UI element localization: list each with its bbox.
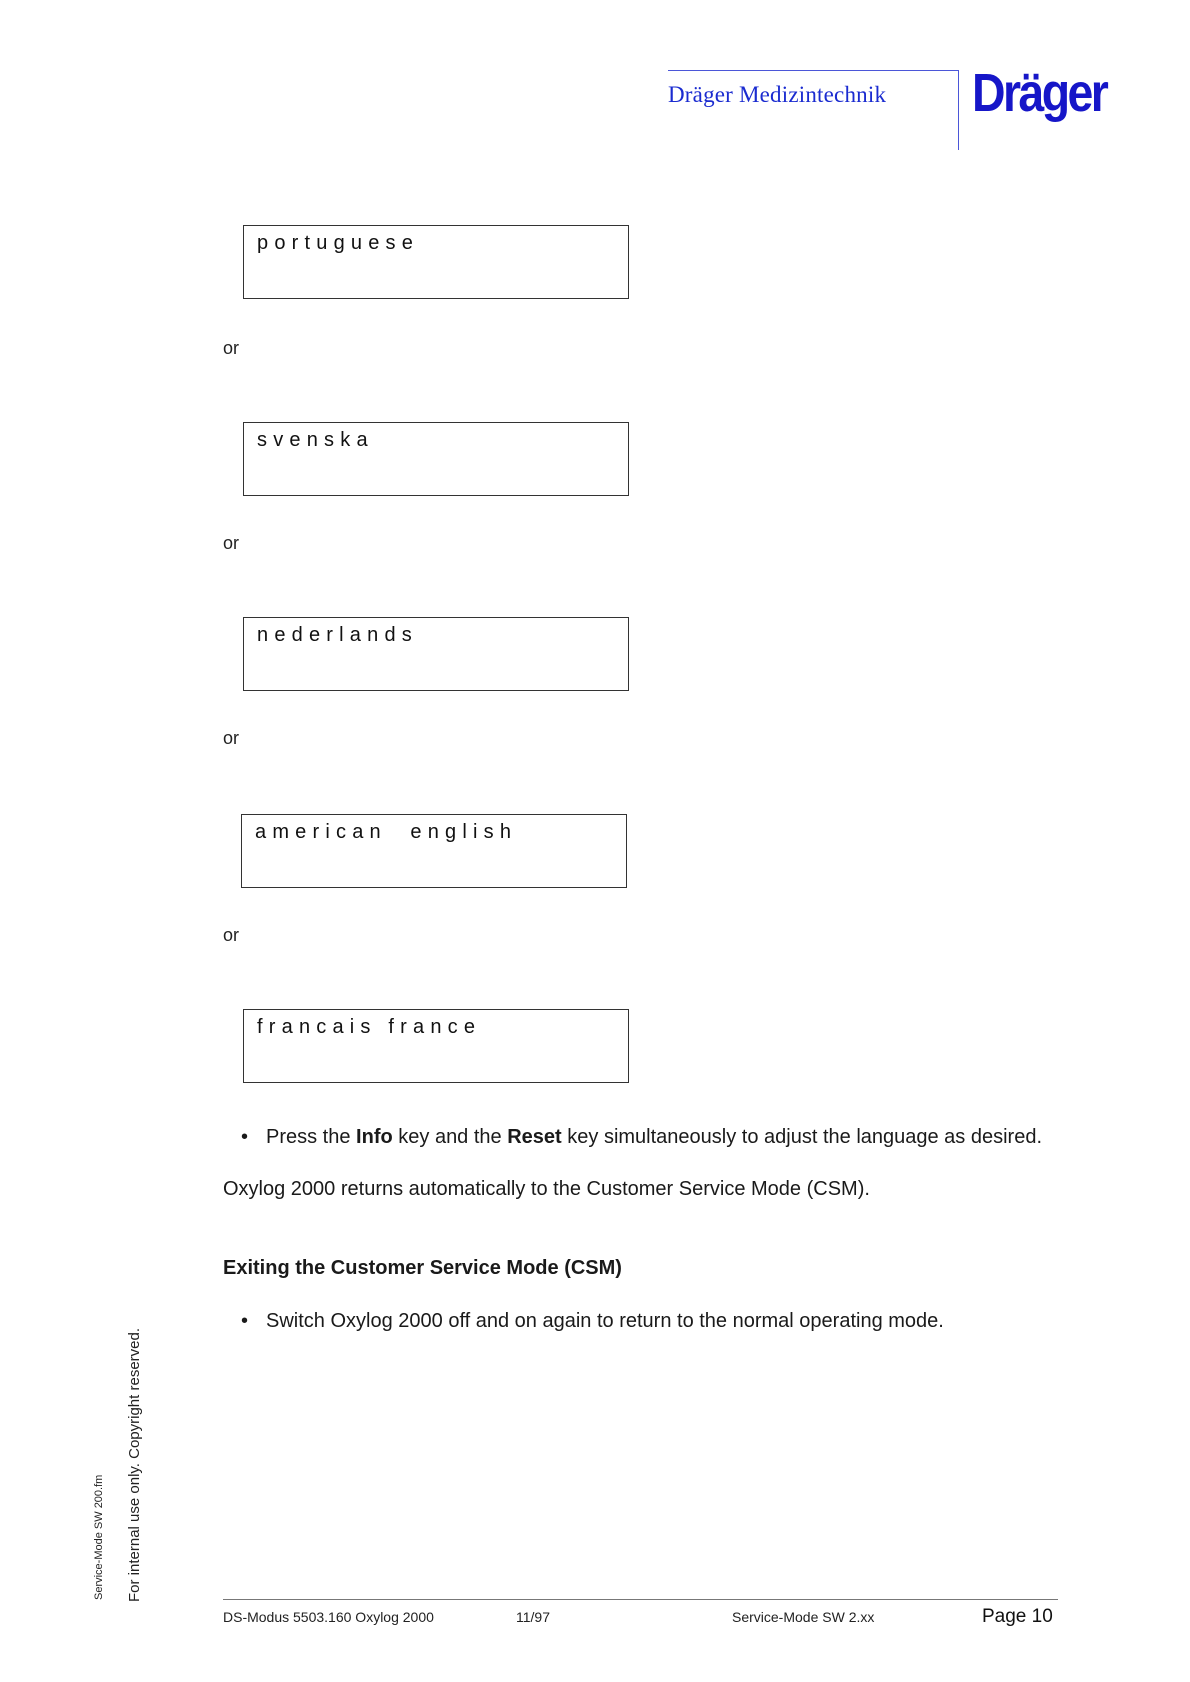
display-american-english [241, 814, 627, 888]
display-text: nederlands [257, 624, 418, 646]
footer-rule [223, 1599, 1058, 1600]
or-label: or [223, 338, 240, 358]
header-divider [958, 70, 959, 150]
file-name-note: Service-Mode SW 200.fm [93, 1474, 105, 1600]
display-text: american english [255, 821, 518, 843]
header-rule [668, 70, 958, 71]
or-label: or [223, 533, 240, 553]
display-nederlands [243, 617, 629, 691]
or-label: or [223, 728, 240, 748]
copyright-note: For internal use only. Copyright reserved. [126, 1327, 143, 1602]
company-name: Dräger Medizintechnik [668, 82, 887, 107]
footer-doc: DS-Modus 5503.160 Oxylog 2000 [223, 1609, 434, 1625]
footer-date: 11/97 [516, 1609, 550, 1625]
drager-logo: Dräger [972, 63, 1107, 123]
display-text: francais france [257, 1016, 482, 1038]
display-svenska [243, 422, 629, 496]
or-label: or [223, 925, 240, 945]
info-key: Info [356, 1126, 393, 1148]
display-francais-france [243, 1009, 629, 1083]
footer-mode: Service-Mode SW 2.xx [732, 1609, 875, 1625]
instruction-bullet: • Press the Info key and the Reset key simultaneously to adjust the language as desired. [241, 1126, 1043, 1148]
section-heading: Exiting the Customer Service Mode (CSM) [223, 1257, 622, 1279]
exit-bullet: • Switch Oxylog 2000 off and on again to return to the normal operating mode. [241, 1310, 944, 1332]
page-number: Page 10 [982, 1606, 1053, 1627]
return-text: Oxylog 2000 returns automatically to the Customer Service Mode (CSM). [223, 1178, 870, 1200]
display-portuguese [243, 225, 629, 299]
display-text: portuguese [257, 232, 420, 254]
reset-key: Reset [507, 1126, 562, 1148]
display-text: svenska [257, 429, 374, 451]
